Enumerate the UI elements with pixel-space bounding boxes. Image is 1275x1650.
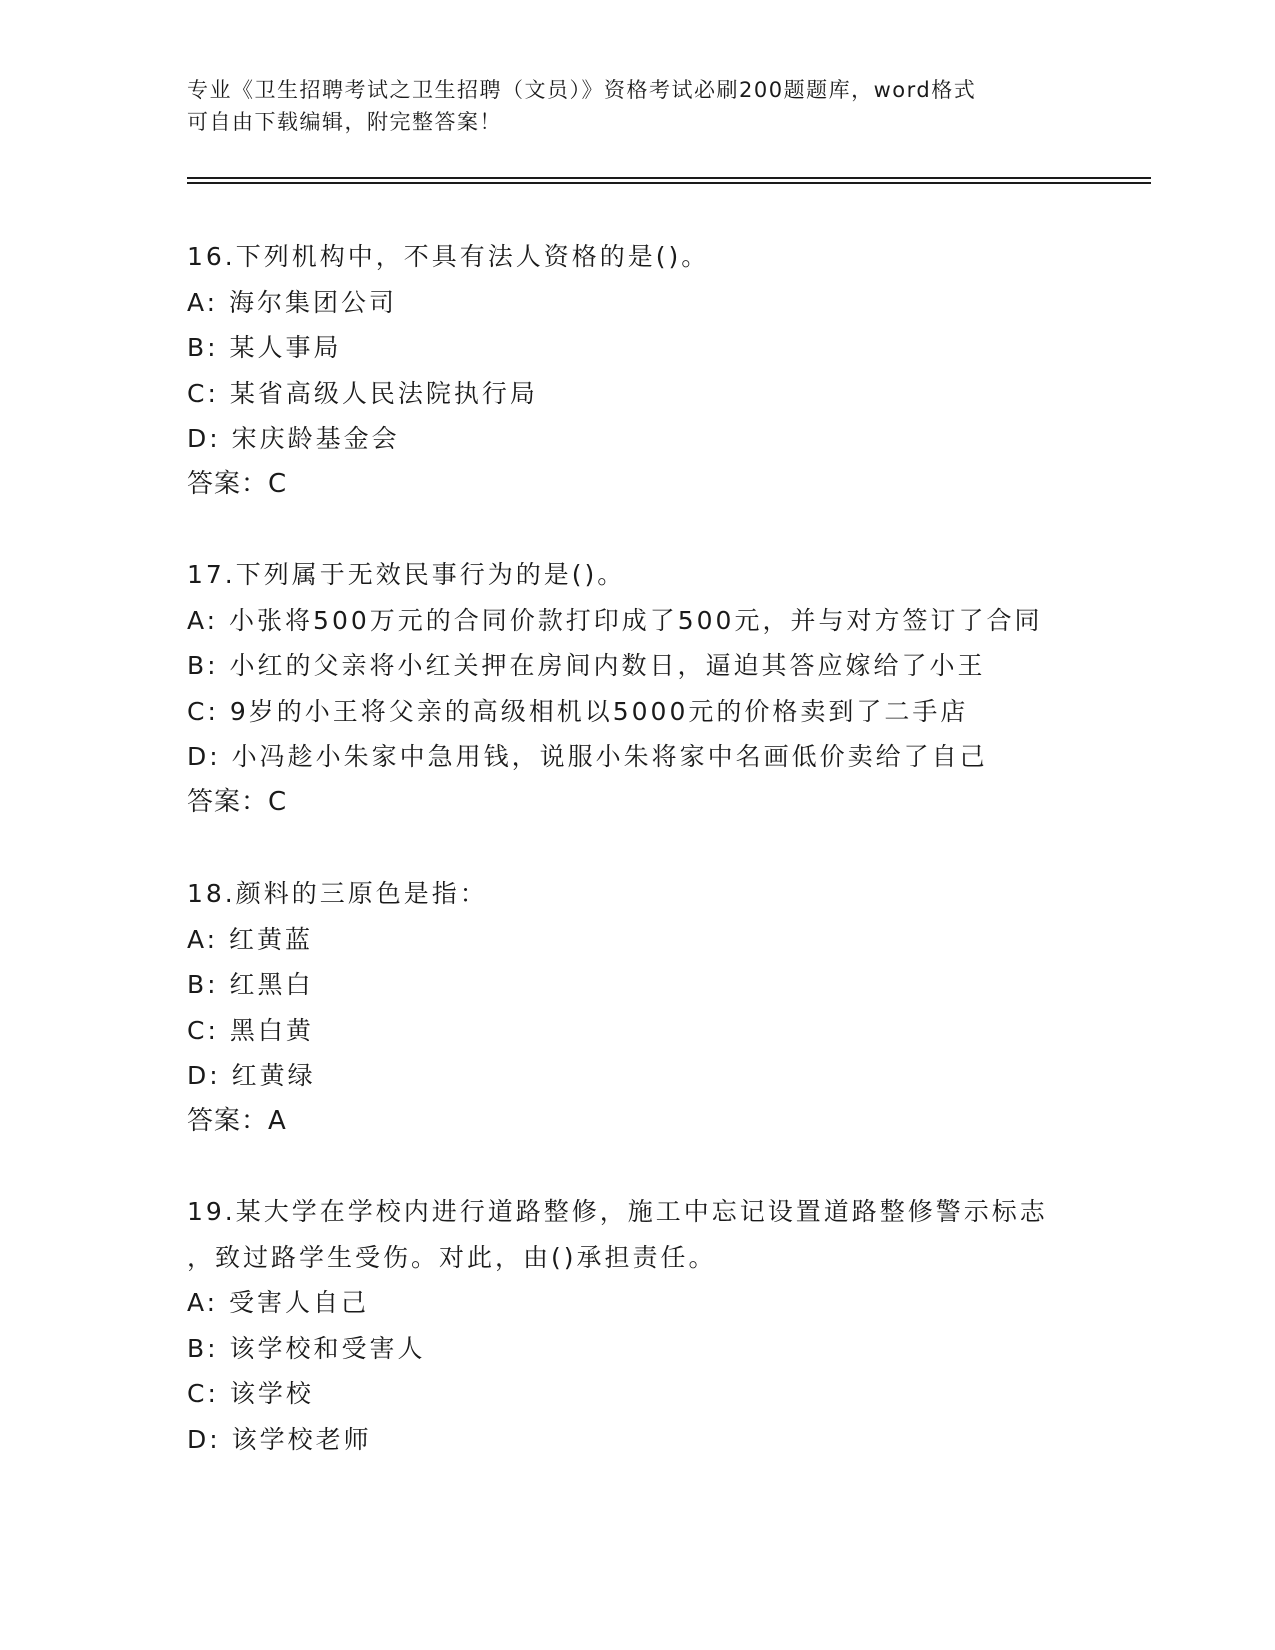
question-19 bbox=[187, 1189, 1087, 1462]
option-b: B: 某人事局 bbox=[187, 333, 342, 362]
option-a: A: 小张将500万元的合同价款打印成了500元，并与对方签订了合同 bbox=[187, 605, 1043, 635]
option-b: B: 该学校和受害人 bbox=[187, 1333, 426, 1363]
answer-line: 答案：C bbox=[187, 468, 288, 499]
header-title-line-1: 专业《卫生招聘考试之卫生招聘（文员）》资格考试必刷200题题库，word格式 bbox=[187, 78, 977, 102]
header-divider-bottom bbox=[187, 182, 1151, 184]
question-stem: 16.下列机构中，不具有法人资格的是()。 bbox=[187, 242, 710, 271]
question-stem: 19.某大学在学校内进行道路整修，施工中忘记设置道路整修警示标志 bbox=[187, 1197, 1048, 1226]
question-stem: 17.下列属于无效民事行为的是()。 bbox=[187, 560, 626, 589]
question-17 bbox=[187, 552, 1087, 825]
header-title-line-2: 可自由下载编辑，附完整答案！ bbox=[187, 110, 502, 134]
question-stem-continued: ，致过路学生受伤。对此，由()承担责任。 bbox=[187, 1242, 717, 1272]
answer-line: 答案：A bbox=[187, 1105, 287, 1136]
option-a: A: 受害人自己 bbox=[187, 1288, 370, 1317]
answer-line: 答案：C bbox=[187, 786, 288, 817]
option-a: A: 红黄蓝 bbox=[187, 924, 314, 954]
question-16 bbox=[187, 234, 1087, 507]
option-c: C: 某省高级人民法院执行局 bbox=[187, 378, 538, 408]
question-stem: 18.颜料的三原色是指： bbox=[187, 879, 488, 908]
option-c: C: 该学校 bbox=[187, 1379, 314, 1408]
option-a: A: 海尔集团公司 bbox=[187, 287, 398, 317]
option-b: B: 小红的父亲将小红关押在房间内数日，逼迫其答应嫁给了小王 bbox=[187, 651, 986, 680]
option-c: C: 黑白黄 bbox=[187, 1015, 314, 1045]
option-d: D: 宋庆龄基金会 bbox=[187, 424, 400, 453]
document-header bbox=[187, 74, 1067, 138]
option-b: B: 红黑白 bbox=[187, 970, 314, 999]
question-18 bbox=[187, 871, 1087, 1144]
option-d: D: 该学校老师 bbox=[187, 1424, 372, 1454]
option-d: D: 红黄绿 bbox=[187, 1061, 316, 1090]
option-c: C: 9岁的小王将父亲的高级相机以5000元的价格卖到了二手店 bbox=[187, 696, 969, 726]
option-d: D: 小冯趁小朱家中急用钱，说服小朱将家中名画低价卖给了自己 bbox=[187, 742, 988, 771]
header-divider-top bbox=[187, 177, 1151, 179]
